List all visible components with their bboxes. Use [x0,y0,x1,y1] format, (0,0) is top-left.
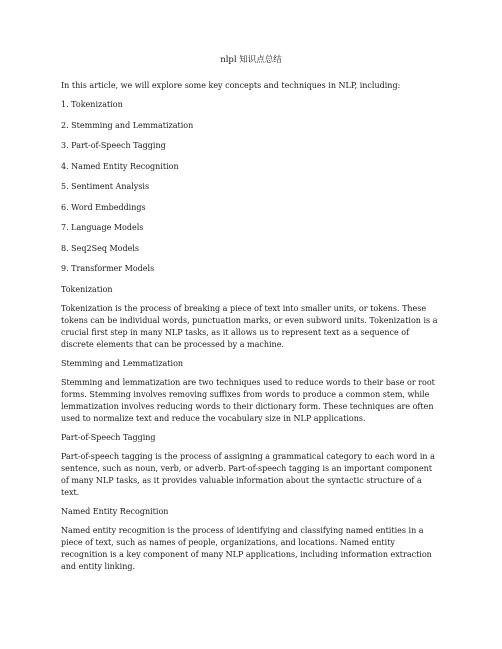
section-ner [61,506,441,573]
section-paragraph: Stemming and lemmatization are two techniques used to reduce words to their base or root forms. Stemming involves removing suffixes from words to produce a common stem, while lemmatization involves reducing words to their dictionary form. These techniques are often used to normalize text and reduce the vocabulary size in NLP applications. [61,377,435,423]
topic-item: 4. Named Entity Recognition [61,161,179,171]
topic-item: 2. Stemming and Lemmatization [61,120,194,130]
section-heading: Stemming and Lemmatization [61,358,184,368]
topic-item: 3. Part-of-Speech Tagging [61,141,166,150]
intro-paragraph: In this article, we will explore some key concepts and techniques in NLP, including: [61,81,401,90]
topic-item: 6. Word Embeddings [61,202,146,212]
section-paragraph: Part-of-speech tagging is the process of assigning a grammatical category to each word in a sentence, such as noun, verb, or adverb. Part-of-speech tagging is an important component of many NLP tasks, as it provides valuable information about the syntactic structure of a text. [61,451,435,497]
page-title: nlpl 知识点总结 [220,55,282,65]
document-body [61,80,441,580]
topic-item: 1. Tokenization [61,100,123,109]
section-heading: Part-of-Speech Tagging [61,432,156,442]
section-tokenization [61,284,441,351]
topic-item: 9. Transformer Models [61,264,155,273]
topic-item: 5. Sentiment Analysis [61,182,150,191]
section-heading: Named Entity Recognition [61,506,169,516]
section-pos-tagging [61,432,441,499]
section-paragraph: Named entity recognition is the process of identifying and classifying named entities in a piece of text, such as names of people, organizations, and locations. Named entity recognition is a key component of many NLP applications, including information extraction and entity linking. [61,525,432,571]
topic-item: 8. Seq2Seq Models [61,243,140,253]
section-paragraph: Tokenization is the process of breaking a piece of text into smaller units, or tokens. These tokens can be individual words, punctuation marks, or even subword units. Tokenization is a crucial first step in many NLP tasks, as it allows us to represent text as a sequence of discrete elements that can be processed by a machine. [61,303,438,349]
section-stemming [61,358,441,425]
section-heading: Tokenization [61,284,113,294]
topic-item: 7. Language Models [61,223,144,232]
topic-list [61,99,441,284]
